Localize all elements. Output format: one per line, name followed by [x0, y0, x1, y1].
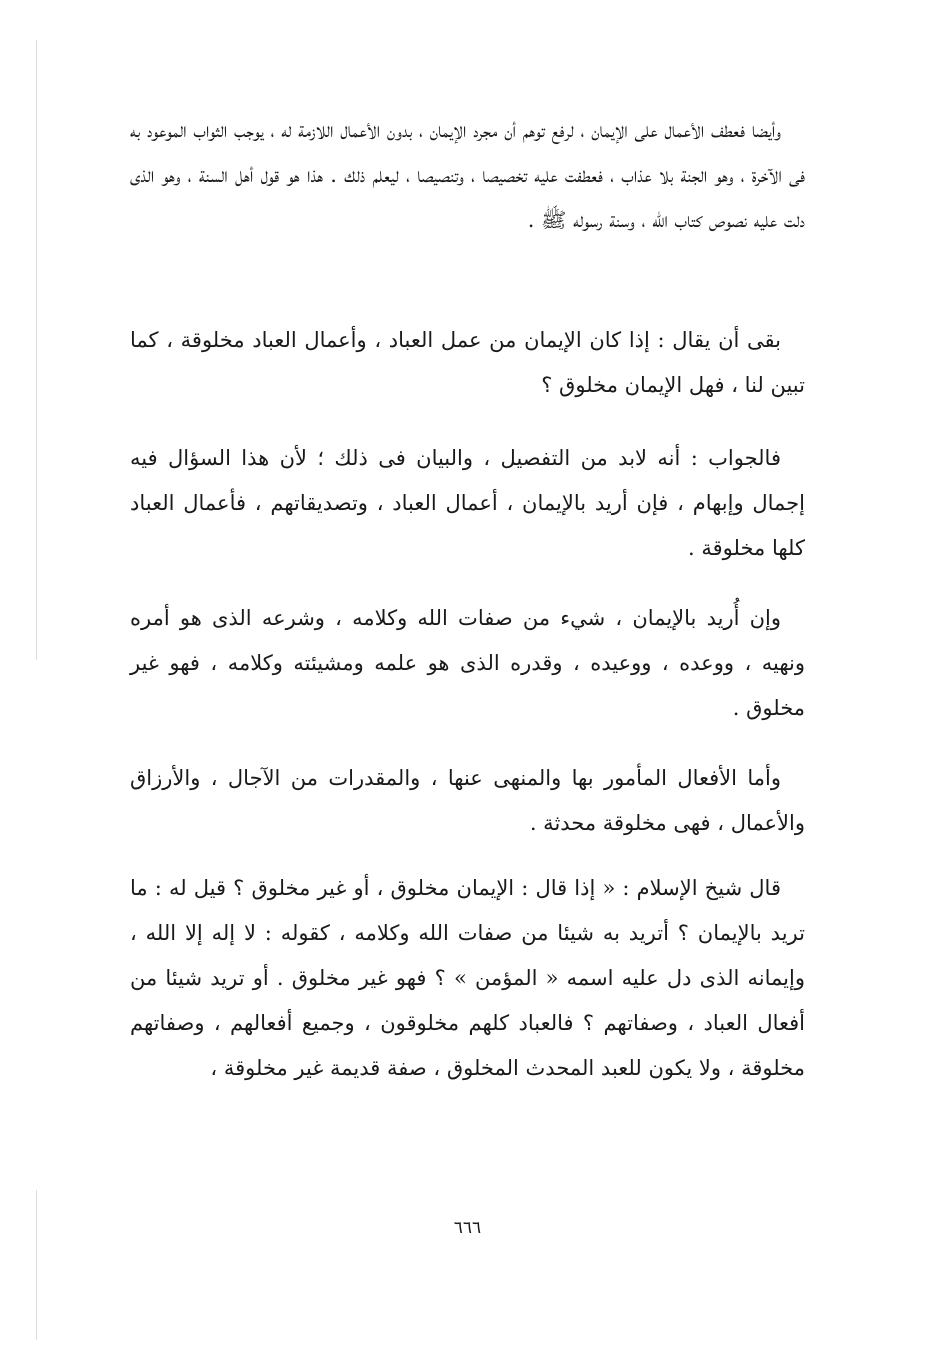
- page-number: ٦٦٦: [453, 1218, 482, 1238]
- body-text-4: [130, 596, 805, 731]
- paragraph-1: وأيضا فعطف الأعمال على الإيمان ، لرفع توهم أن مجرد الإيمان ، بدون الأعمال اللازمة له ، يوجب الثواب الموعود به فى الآخرة ، وهو الجنة بلا عذاب ، فعطفت عليه تخصيصا ، وتنصيصا ، ليعلم ذلك . هذا هو قول أهل السنة ، وهو الذى دلت عليه نصوص كتاب الله ، وسنة رسوله ﷺ .: [130, 118, 805, 232]
- body-text-2: [130, 318, 805, 408]
- paragraph-4: وإن أُريد بالإيمان ، شيء من صفات الله وكلامه ، وشرعه الذى هو أمره ونهيه ، ووعده ، ووعيده ، وقدره الذى هو علمه ومشيئته وكلامه ، فهو غير مخلوق .: [130, 606, 805, 720]
- body-text: [130, 108, 805, 243]
- scan-edge-line: [36, 40, 37, 660]
- body-text-5: [130, 756, 805, 846]
- paragraph-3: فالجواب : أنه لابد من التفصيل ، والبيان فى ذلك ؛ لأن هذا السؤال فيه إجمال وإبهام ، فإن أريد بالإيمان ، أعمال العباد ، وتصديقاتهم ، فأعمال العباد كلها مخلوقة .: [130, 446, 805, 560]
- paragraph-5: وأما الأفعال المأمور بها والمنهى عنها ، والمقدرات من الآجال ، والأرزاق والأعمال ، فهى مخلوقة محدثة .: [130, 766, 805, 835]
- paragraph-2: بقى أن يقال : إذا كان الإيمان من عمل العباد ، وأعمال العباد مخلوقة ، كما تبين لنا ، فهل الإيمان مخلوق ؟: [130, 328, 805, 397]
- body-text-6: [130, 866, 805, 1091]
- paragraph-6: قال شيخ الإسلام : « إذا قال : الإيمان مخلوق ، أو غير مخلوق ؟ قيل له : ما تريد بالإيمان ؟ أتريد به شيئا من صفات الله وكلامه ، كقوله : لا إله إلا الله ، وإيمانه الذى دل عليه اسمه « المؤمن » ؟ فهو غير مخلوق . أو تريد شيئا من أفعال العباد ، وصفاتهم ؟ فالعباد كلهم مخلوقون ، وجميع أفعالهم ، وصفاتهم مخلوقة ، ولا يكون للعبد المحدث المخلوق ، صفة قديمة غير مخلوقة ،: [130, 876, 805, 1080]
- body-text-3: [130, 436, 805, 571]
- scan-edge-line-lower: [36, 1190, 37, 1340]
